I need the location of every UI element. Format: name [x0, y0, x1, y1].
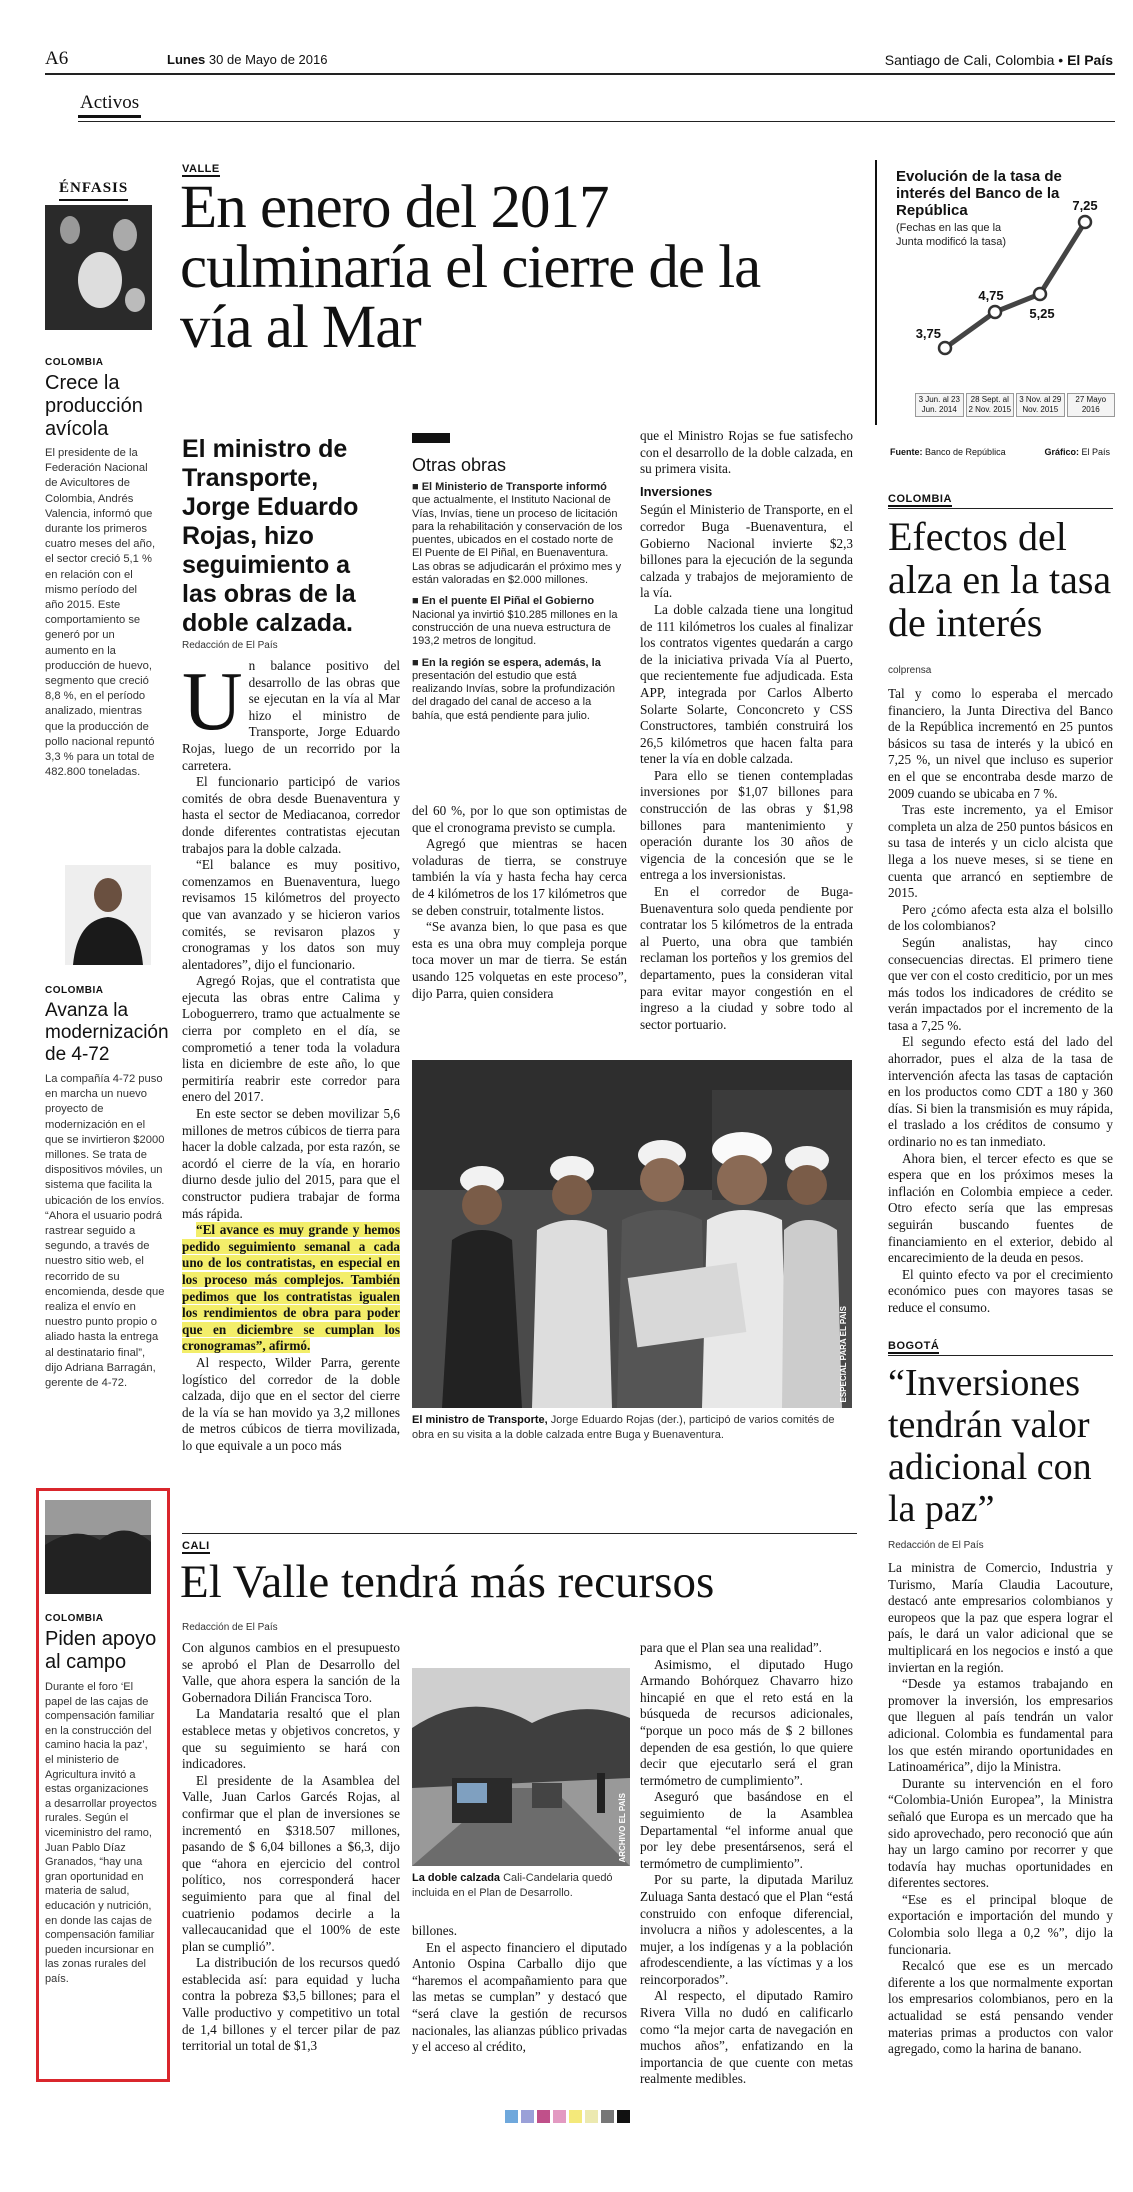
sidebar-photo-eggs [45, 205, 152, 330]
otras-obras-item-1: ■ El Ministerio de Transporte informó que actualmente, el Instituto Nacional de Vías, Invías, tiene un proceso de licitación para la rehabilitación y conservación de los puentes, ubicados en el costado norte de El Puente de El Piñal, en Buenaventura. Las obras se adjudicarán el próximo mes y están valoradas en $2.000 millones. [412, 481, 623, 587]
article3-p4: “Ese es el principal bloque de exportación e importación del mundo y Colombia solo llega a 0,2 %”, dijo la funcionaria. [888, 1891, 1113, 1957]
chart-source-label: Fuente: [890, 447, 923, 457]
article4-p3: El presidente de la Asamblea del Valle, Juan Carlos Garcés Rojas, al confirmar que el plan de inversiones se incrementó en $318.507 millones, pasando de $ 6,04 billones a $6,3, dijo que “ahora en ejercicio del control político, nos corresponderá hacer seguimiento para que al final del cuatrienio podamos decirle a la vallecaucanidad que el 100% de este plan se cumplió”. [182, 1772, 400, 1954]
article2-tag: COLOMBIA [888, 493, 952, 505]
article1-p4: En este sector se deben movilizar 5,6 millones de metros cúbicos de tierra para hacer la doble calzada, por esta razón, se acordó el cierre de la vía, en horario diurno desde julio del 2015, para que el constructor pudiera trabajar de forma más rápida. [182, 1106, 400, 1221]
otras-obras-item-3-text: presentación del estudio que está realizando Invías, sobre la profundización del dragado del canal de acceso a la bahía, que está pendiente para julio. [412, 669, 616, 722]
otras-obras-item-3-bold: En la región se espera, además, la [421, 656, 601, 669]
article4-p1: Con algunos cambios en el presupuesto se aprobó el Plan de Desarrollo del Valle, que ahora espera la sanción de la Gobernadora Dilián Francisca Toro. [182, 1640, 400, 1705]
rate-series-line [945, 222, 1085, 348]
header-rule [45, 73, 1115, 75]
otras-obras-list [412, 481, 624, 723]
article4-tag: CALI [182, 1540, 210, 1552]
header-city-text: Santiago de Cali, Colombia • [884, 52, 1064, 68]
eggs-illustration [45, 205, 152, 330]
article1-col2-p1: del 60 %, por lo que son optimistas de que el cronograma previsto se cumpla. [412, 803, 627, 835]
article4-col3-p1: para que el Plan sea una realidad”. [640, 1640, 822, 1655]
sidebar-item-1-title: Crece la producción avícola [45, 372, 143, 440]
article4-col3-p5: Al respecto, el diputado Ramiro Rivera Villa no dudó en calificarlo como “la mejor carta de navegación en muchos años”, enfatizando en la importancia de que cuente con metas realmente medibles. [640, 1988, 853, 2087]
article2-p1: Tal y como lo esperaba el mercado financiero, la Junta Directiva del Banco de la República incrementó en 25 puntos básicos su tasa de interés y la ubicó en 7,25 %, un nivel que incluso es superior en el que se encontraba desde marzo de 2009 cuando se ubicaba en 7 %. [888, 686, 1113, 801]
article4-photo-credit: ARCHIVO EL PAÍS [618, 1792, 627, 1862]
article4-col3-p3: Aseguró que basándose en el seguimiento de la Asamblea Departamental “el informe anual que por ley debe presentársenos, será el termómetro de cumplimiento”. [640, 1789, 853, 1871]
otras-obras-title: Otras obras [412, 455, 507, 475]
chart-footer [890, 447, 1110, 457]
article1-photo-caption [412, 1413, 857, 1443]
color-swatch-yellow-light [585, 2110, 598, 2123]
article4-p2: La Mandataria resaltó que el plan establece metas y objetivos concretos, y que su seguimiento se hará con indicadores. [182, 1706, 400, 1772]
article3-headline: “Inversiones tendrán valor adicional con la paz” [888, 1362, 1092, 1530]
article1-col1 [182, 655, 400, 1455]
article1-col2-p2: Agregó que mientras se hacen voladuras de tierra, se construye también la vía y hasta fecha hay cerca de 4 kilómetros de los 17 kilómetros que se deben construir, totalmente listos. [412, 836, 627, 918]
sidebar-item-2-text: La compañía 4-72 puso en marcha un nuevo proyecto de modernización en el que se invirtieron $2000 millones. Se trata de dispositivos móviles, un sistema que facilita la ubicación de los envíos. “Ahora el usuario podrá rastrear seguido a segundo, a través de nuestro sitio web, el recorrido de su encomienda, desde que realiza el envío en nuestro punto propio o aliado hasta la entrega al destinatario final”, dijo Adriana Barragán, gerente de 4-72. [45, 1073, 165, 1390]
article4-col3 [640, 1640, 853, 2088]
otras-obras-item-1-text: que actualmente, el Instituto Nacional de Vías, Invías, tiene un proceso de licitación para la rehabilitación y conservación de los puentes, ubicados en el costado norte de El Puente de El Piñal, en Buenaventura. Las obras se adjudicarán el próximo mes y están valoradas en $2.000 millones. [412, 494, 623, 587]
article4-photo [412, 1668, 630, 1866]
chart-subtitle: (Fechas en las que la Junta modificó la tasa) [896, 222, 1007, 248]
color-swatch-black [617, 2110, 630, 2123]
article1-photo-caption-text: Jorge Eduardo Rojas (der.), participó de varios comités de obra en su visita a la doble calzada entre Buga y Buenaventura. [412, 1414, 835, 1441]
rate-label-3: 5,25 [1029, 306, 1055, 321]
color-swatch-gray [601, 2110, 614, 2123]
sidebar-item-3-title: Piden apoyo al campo [45, 1628, 157, 1673]
sidebar-item-3-text: Durante el foro ‘El papel de las cajas de compensación familiar en la construcción del camino hacia la paz’, el ministerio de Agricultura invitó a estas organizaciones a desarrollar proyectos rurales. Según el viceministro del ramo, Juan Pablo Díaz Granados, “hay una gran oportunidad en materia de salud, educación y nutrición, en donde las cajas de compensación familiar pueden incursionar en las zonas rurales del país. [45, 1681, 157, 1985]
sidebar-item-1 [45, 357, 157, 780]
chart-category-row [915, 393, 1115, 417]
chart-category-4: 27 Mayo 2016 [1067, 393, 1116, 417]
article2-p7: El quinto efecto va por el crecimiento económico pues con mayores tasas se reduce el consumo. [888, 1266, 1113, 1315]
article4-col2 [412, 1923, 627, 2056]
sidebar-item-1-tag: COLOMBIA [45, 357, 104, 368]
article4-col3-p2: Asimismo, el diputado Hugo Armando Bohórquez Chavarro hizo hincapié en que el reto está en la búsqueda de recursos adicionales, “porque un poco más de $ 2 billones dependen de esa gestión, lo que quiere decir que ejecutarlo será el gran termómetro de cumplimiento”. [640, 1656, 853, 1788]
otras-obras-item-1-bold: El Ministerio de Transporte informó [421, 481, 607, 493]
otras-obras-item-2: ■ En el puente El Piñal el Gobierno Nacional ya invirtió $10.285 millones en la construcción de una nueva estructura de 193,2 metros de longitud. [412, 595, 618, 648]
article3-byline: Redacción de El País [888, 1540, 984, 1551]
article4-photo-caption-bold: La doble calzada [412, 1872, 501, 1884]
article2-body [888, 686, 1113, 1317]
chart-category-1: 3 Jun. al 23 Jun. 2014 [915, 393, 964, 417]
article3-tag: BOGOTÁ [888, 1340, 940, 1352]
article1-photo-credit: ESPECIAL PARA EL PAÍS [839, 1305, 848, 1402]
chart-graph: El País [1081, 447, 1110, 457]
rate-point-4 [1079, 216, 1091, 228]
otras-obras-item-2-bold: En el puente El Piñal el Gobierno [421, 595, 595, 608]
color-swatch-cyan [505, 2110, 518, 2123]
article1-p1: El funcionario participó de varios comités de obra desde Buenaventura y hasta el sector de Mediacanoa, corredor donde diferentes contratistas ejecutan trabajos para la doble calzada. [182, 774, 400, 856]
road-trucks-photo [412, 1668, 630, 1866]
header-city [885, 52, 1113, 68]
article1-col2-p3: “Se avanza bien, lo que pasa es que esta es una obra muy compleja porque toca mover un mar de tierra. Se están usando 125 volquetas en este proceso”, dijo Parra, quien considera [412, 919, 627, 1001]
header-paper: El País [1067, 52, 1113, 68]
sidebar-item-2 [45, 985, 169, 1391]
sidebar-photo-man [65, 865, 151, 965]
rate-point-2 [989, 306, 1001, 318]
color-swatch-blue [521, 2110, 534, 2123]
minister-group-photo [412, 1060, 852, 1408]
article1-photo-caption-bold: El ministro de Transporte, [412, 1414, 548, 1426]
section-tab: Activos [78, 92, 141, 118]
color-swatch-magenta [537, 2110, 550, 2123]
chart-category-3: 3 Nov. al 29 Nov. 2015 [1016, 393, 1065, 417]
rate-line-chart [870, 160, 1110, 390]
article1-col3-top: que el Ministro Rojas se fue satisfecho con el desarrollo de la doble calzada, en su primera visita. [640, 428, 853, 477]
color-swatch-yellow [569, 2110, 582, 2123]
article4-photo-caption-text: Cali-Candelaria quedó incluida en el Plan de Desarrollo. [412, 1872, 613, 1899]
farm-illustration [45, 1500, 151, 1594]
article2-byline: colprensa [888, 665, 932, 676]
rate-label-2: 4,75 [978, 288, 1004, 303]
article3-body [888, 1560, 1113, 2058]
article2-p6: Ahora bien, el tercer efecto es que se espera que en los próximos meses la inflación en Colombia empiece a ceder. Otro efecto sería que las empresas seguirán buscando fuentes de financiamiento en el exterior, debido al encarecimiento de la deuda en pesos. [888, 1150, 1113, 1266]
article4-col2-p2: En el aspecto financiero el diputado Antonio Ospina Carballo dijo que “haremos el acompañamiento para que las metas se cumplan” y destacó que “será clave la gestión de recursos nacionales, las alianzas público privadas y el acceso al crédito, [412, 1939, 627, 2055]
article1-dropcap: U [182, 655, 243, 748]
article3-p2: “Desde ya estamos trabajando en promover la inversión, los empresarios que lleguen al país tendrán un valor adicional. Colombia es fundamental para los que estén mirando oportunidades en Latinoamérica”, dijo la Ministra. [888, 1676, 1113, 1775]
article4-top-rule [182, 1533, 857, 1534]
article1-p3: Agregó Rojas, que el contratista que ejecuta las obras entre Calima y Loboguerrero, tramo que actualmente se cierra por completo en el día, se comprometió a tener toda la voladura lista en diciembre de este año, lo que permitiría reabrir este corredor para enero del 2017. [182, 973, 400, 1105]
article2-headline: Efectos del alza en la tasa de interés [888, 514, 1112, 645]
header-date [167, 52, 327, 67]
article2-p2: Tras este incremento, ya el Emisor completa un alza de 250 puntos básicos en su tasa de interés y un ciclo alcista que llega a los nueve meses, si se tiene en cuenta que arrancó en septiembre de 2015. [888, 802, 1113, 901]
article1-p5: Al respecto, Wilder Parra, gerente logístico del corredor de la doble calzada, dijo que en el sector del cierre de la vía se han movido ya 3,2 millones de metros cúbicos de tierra movilizada, lo que equivale a un poco más [182, 1354, 400, 1453]
sidebar-item-2-title: Avanza la modernización de 4-72 [45, 1000, 169, 1065]
sidebar-item-3 [45, 1613, 157, 1986]
color-swatch-pink [553, 2110, 566, 2123]
sidebar-item-1-text: El presidente de la Federación Nacional de Avicultores de Colombia, Andrés Valencia, informó que durante los primeros cuatro meses del año, el sector creció 5,1 % en relación con el mismo período del año 2015. Este comportamiento se generó por un aumento en la producción de huevo, segmento que creció 8,8 %, en el período analizado, mientras que la producción de pollo nacional repuntó 3,3 % para un total de 482.800 toneladas. [45, 447, 156, 779]
article1-col3-p2: La doble calzada tiene una longitud de 111 kilómetros los cuales al finalizar los contratos vigentes quedarán a cargo de la iniciativa privada Vía al Puerto, que recientemente fue adjudicada. Esta APP, integrada por Carlos Alberto Solarte Solarte, Conconcreto y CSS Constructores, también construirá los 26,5 kilómetros que hacen falta para tener la vía en doble calzada. [640, 601, 853, 767]
article4-p4: La distribución de los recursos quedó establecida así: para equidad y lucha contra la pobreza $3,5 billones; para el Valle productivo y competitivo un total de 1,4 billones y el tercer pilar de paz territorial un total de $1,3 [182, 1955, 400, 2054]
article1-col3-p3: Para ello se tienen contempladas inversiones por $1,07 billones para construcción de las obras y $1,98 billones para mantenimiento y operación durante los 30 años de vigencia de la concesión que se le entrega a los inversionistas. [640, 767, 853, 883]
chart-graph-label: Gráfico: [1044, 447, 1079, 457]
otras-obras-item-3: ■ En la región se espera, además, la presentación del estudio que está realizando Invías, sobre la profundización del dragado del canal de acceso a la bahía, que está pendiente para julio. [412, 656, 616, 722]
article4-col3-p4: Por su parte, la diputada Mariluz Zuluaga Santa destacó que el Plan “está construido con enfoque diferencial, involucra a niños y adolescentes, a la mujer, a los indígenas y a la población afrodescendiente, a las víctimas y a los reincorporados”. [640, 1872, 853, 1987]
chart-title: Evolución de la tasa de interés del Banco de la República [896, 168, 1062, 219]
header-day: Lunes [167, 52, 206, 67]
article1-headline: En enero del 2017 culminaría el cierre de la vía al Mar [180, 174, 761, 361]
sidebar-photo-farm [45, 1500, 151, 1594]
chart-source: Banco de República [925, 447, 1006, 457]
article3-rule [888, 1355, 1113, 1356]
page-number: A6 [45, 48, 69, 69]
sidebar-item-3-tag: COLOMBIA [45, 1613, 104, 1624]
rate-point-3 [1034, 288, 1046, 300]
article1-col2 [412, 803, 627, 1002]
article2-p4: Según analistas, hay cinco consecuencias directas. El primero tiene que ver con el costo crediticio, por un mes más todos los indicadores de crédito se verán impactados por el incremento de la tasa a 7,25 %. [888, 934, 1113, 1033]
header-date-text: 30 de Mayo de 2016 [208, 52, 328, 67]
article1-col3-p4: En el corredor de Buga- Buenaventura solo queda pendiente por contratar los 5 kilómetros de la entrada al Puerto, una obra que también reclaman los porteños y los gremios del departamento, pues la consideran vital para evitar mayor congestión en el ingreso a la ciudad y sobre todo al sector portuario. [640, 884, 853, 1032]
article2-rule [888, 508, 1113, 509]
article4-col2-p1: billones. [412, 1923, 458, 1938]
section-rule [78, 121, 1115, 122]
article1-col3-p1: Según el Ministerio de Transporte, en el corredor Buga -Buenaventura, el Gobierno Nacional invierte $2,3 billones para la ejecución de la segunda calzada y trabajos de mejoramiento de la vía. [640, 502, 853, 601]
article1-photo [412, 1060, 852, 1408]
article1-tag: VALLE [182, 163, 220, 175]
otras-obras-box [412, 433, 624, 731]
article1-byline: Redacción de El País [182, 640, 278, 651]
article1-col3-subhead: Inversiones [640, 483, 713, 499]
sidebar-item-2-tag: COLOMBIA [45, 985, 104, 996]
rate-label-1: 3,75 [915, 326, 941, 341]
article2-p5: El segundo efecto está del lado del ahorrador, pues el alza de la tasa de intervención afecta las tasas de captación en los productos como CDT a 180 y 360 días. Si bien la transmisión es muy rápida, el traslado a los créditos de consumo y ordinario no es tan inmediato. [888, 1034, 1113, 1150]
article1-highlight-quote: “El avance es muy grande y hemos pedido seguimiento semanal a cada uno de los contratistas, en especial en los proceso más complejos. También pedimos que los contratistas igualen los rendimientos de obra para poder que en diciembre se cumplan los cronogramas”, afirmó. [182, 1222, 400, 1354]
article4-headline: El Valle tendrá más recursos [180, 1556, 715, 1608]
otras-obras-item-2-text: Nacional ya invirtió $10.285 millones en la construcción de una nueva estructura de 193,2 metros de longitud. [412, 608, 618, 648]
article1-col3 [640, 428, 853, 1033]
rate-label-4: 7,25 [1072, 198, 1098, 213]
chart-category-2: 28 Sept. al 2 Nov. 2015 [966, 393, 1015, 417]
article1-lead: n balance positivo del desarrollo de las obras que se ejecutan en la vía al Mar hizo el ministro de Transporte, Jorge Eduardo Rojas, luego de un recorrido por la carretera. [182, 658, 400, 773]
print-color-bar [505, 2110, 630, 2124]
article3-p3: Durante su intervención en el foro “Colombia-Unión Europea”, la Ministra señaló que Europa es un mercado que ha sido aprovechado, pero reconoció que aún hay un largo camino por recorrer y que todavía hay muchas oportunidades en diferentes sectores. [888, 1775, 1113, 1891]
article4-photo-caption [412, 1871, 627, 1901]
article3-p1: La ministra de Comercio, Industria y Turismo, María Claudia Lacouture, destacó ante empresarios colombianos y europeos que la paz que espera lograr el país, le dará un valor adicional que se multiplicará en los negocios e instó a que inviertan en la región. [888, 1560, 1113, 1675]
man-portrait [65, 865, 151, 965]
article1-p2: “El balance es muy positivo, comenzamos en Buenaventura, luego revisamos 15 kilómetros del proyecto que van avanzado y se hicieron varios comités, se revisaron plazos y cronogramas y los datos son muy alentadores”, dijo el funcionario. [182, 857, 400, 972]
otras-obras-bar [412, 433, 450, 443]
rate-point-1 [939, 342, 951, 354]
article2-p3: Pero ¿cómo afecta esta alza el bolsillo de los colombianos? [888, 901, 1113, 934]
article1-deck: El ministro de Transporte, Jorge Eduardo Rojas, hizo seguimiento a las obras de la doble calzada. [182, 435, 359, 637]
article3-p5: Recalcó que ese es un mercado diferente a los que normalmente exportan los empresarios colombianos, pero en la actualidad se está pensando vender materias primas a productos con valor agregado, como la harina de banano. [888, 1958, 1113, 2057]
article4-col1 [182, 1640, 400, 2055]
article4-byline: Redacción de El País [182, 1622, 278, 1633]
sidebar-label: ÉNFASIS [59, 180, 128, 201]
